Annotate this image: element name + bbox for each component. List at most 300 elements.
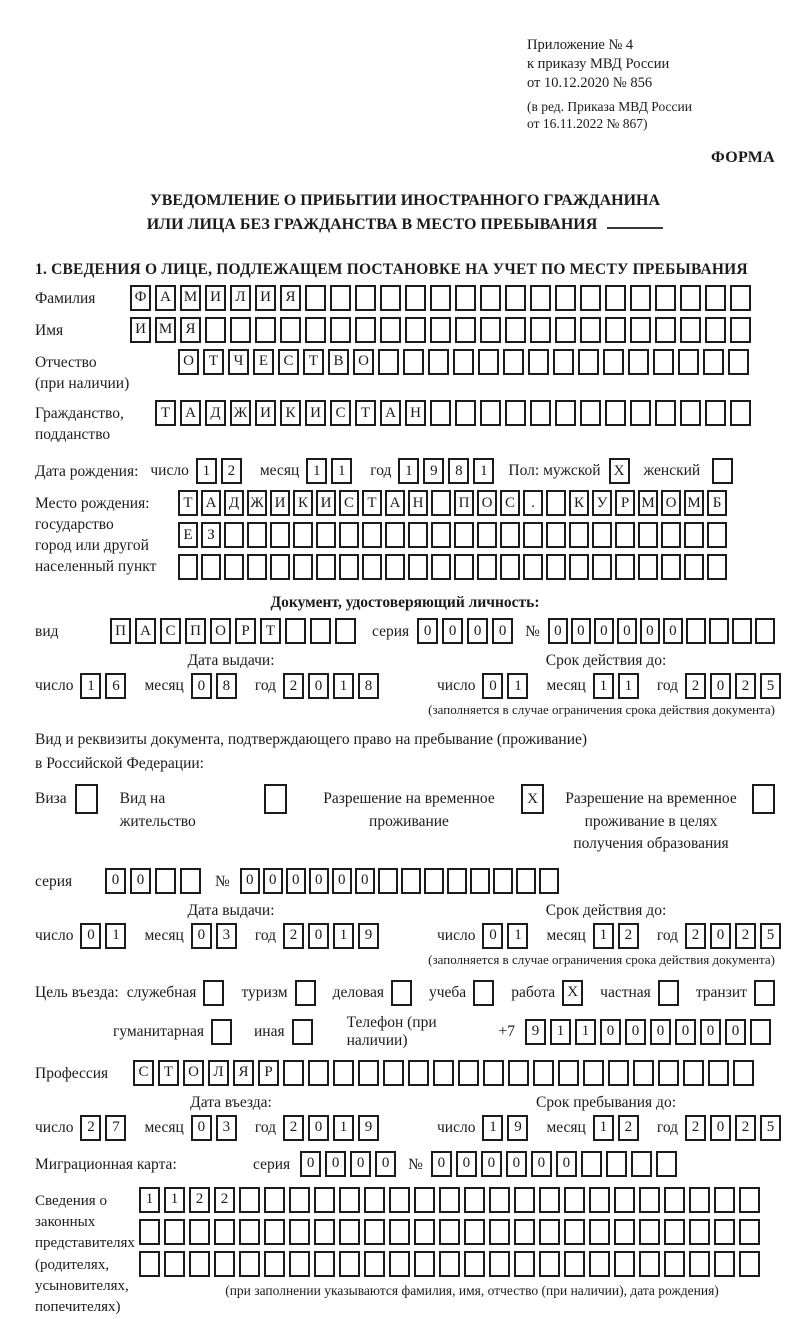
char-cell[interactable]: 1 [575,1019,596,1045]
char-cell[interactable] [689,1219,710,1245]
char-cell[interactable]: 2 [685,673,706,699]
char-cell[interactable]: 0 [594,618,614,644]
char-cell[interactable] [714,1187,735,1213]
char-cell[interactable]: 1 [105,923,126,949]
char-cell[interactable]: Ж [247,490,267,516]
char-cell[interactable]: А [385,490,405,516]
char-cell[interactable] [664,1187,685,1213]
char-cell[interactable] [508,1060,529,1086]
char-cell[interactable]: А [380,400,401,426]
char-cell[interactable] [732,618,752,644]
char-cell[interactable] [430,317,451,343]
char-cell[interactable]: 0 [308,673,329,699]
char-cell[interactable]: 2 [221,458,242,484]
char-cell[interactable]: 1 [333,923,354,949]
char-cell[interactable]: 0 [600,1019,621,1045]
char-cell[interactable]: К [293,490,313,516]
char-cell[interactable] [514,1187,535,1213]
char-cell[interactable]: И [130,317,151,343]
char-cell[interactable]: 0 [710,923,731,949]
char-cell[interactable] [264,1219,285,1245]
char-cell[interactable] [310,618,331,644]
char-cell[interactable] [703,349,724,375]
char-cell[interactable] [592,522,612,548]
char-cell[interactable] [707,522,727,548]
char-cell[interactable] [653,349,674,375]
char-cell[interactable] [615,554,635,580]
char-cell[interactable]: 2 [685,1115,706,1141]
char-cell[interactable] [658,1060,679,1086]
char-cell[interactable] [364,1187,385,1213]
char-cell[interactable] [606,1151,627,1177]
char-cell[interactable]: П [110,618,131,644]
char-cell[interactable]: 0 [80,923,101,949]
char-cell[interactable]: Т [155,400,176,426]
char-cell[interactable] [364,1219,385,1245]
char-cell[interactable] [430,285,451,311]
char-cell[interactable]: 0 [191,673,212,699]
char-cell[interactable] [503,349,524,375]
char-cell[interactable]: Е [178,522,198,548]
char-cell[interactable] [358,1060,379,1086]
char-cell[interactable] [477,522,497,548]
char-cell[interactable]: 0 [556,1151,577,1177]
char-cell[interactable] [189,1251,210,1277]
char-cell[interactable] [581,1151,602,1177]
char-cell[interactable] [709,618,729,644]
char-cell[interactable]: 0 [467,618,488,644]
char-cell[interactable]: 2 [80,1115,101,1141]
char-cell[interactable] [539,1187,560,1213]
char-cell[interactable] [316,554,336,580]
char-cell[interactable] [569,554,589,580]
char-cell[interactable] [439,1251,460,1277]
char-cell[interactable] [505,285,526,311]
char-cell[interactable] [333,1060,354,1086]
char-cell[interactable]: 0 [492,618,513,644]
char-cell[interactable] [205,317,226,343]
char-cell[interactable] [230,317,251,343]
purpose-official-checkbox[interactable] [203,980,224,1006]
char-cell[interactable]: 0 [650,1019,671,1045]
char-cell[interactable] [555,317,576,343]
char-cell[interactable] [483,1060,504,1086]
char-cell[interactable] [280,317,301,343]
char-cell[interactable]: 1 [398,458,419,484]
char-cell[interactable] [608,1060,629,1086]
char-cell[interactable]: 2 [283,1115,304,1141]
char-cell[interactable] [214,1251,235,1277]
char-cell[interactable] [285,618,306,644]
char-cell[interactable] [224,522,244,548]
char-cell[interactable] [603,349,624,375]
char-cell[interactable]: С [133,1060,154,1086]
char-cell[interactable] [464,1219,485,1245]
char-cell[interactable] [661,554,681,580]
char-cell[interactable]: Т [362,490,382,516]
char-cell[interactable]: 0 [309,868,329,894]
char-cell[interactable]: 1 [80,673,101,699]
char-cell[interactable] [414,1187,435,1213]
char-cell[interactable]: 0 [617,618,637,644]
purpose-humanitarian-checkbox[interactable] [211,1019,232,1045]
char-cell[interactable]: 0 [481,1151,502,1177]
char-cell[interactable] [530,400,551,426]
char-cell[interactable]: 5 [760,673,781,699]
char-cell[interactable]: 2 [685,923,706,949]
char-cell[interactable]: О [353,349,374,375]
char-cell[interactable]: О [183,1060,204,1086]
char-cell[interactable]: А [155,285,176,311]
char-cell[interactable]: Ж [230,400,251,426]
char-cell[interactable]: Т [303,349,324,375]
char-cell[interactable] [339,522,359,548]
char-cell[interactable]: 0 [431,1151,452,1177]
char-cell[interactable] [708,1060,729,1086]
char-cell[interactable]: 0 [375,1151,396,1177]
char-cell[interactable] [289,1219,310,1245]
char-cell[interactable]: 7 [105,1115,126,1141]
char-cell[interactable]: И [255,285,276,311]
char-cell[interactable] [528,349,549,375]
char-cell[interactable]: Ф [130,285,151,311]
char-cell[interactable] [464,1251,485,1277]
char-cell[interactable] [728,349,749,375]
char-cell[interactable]: С [278,349,299,375]
char-cell[interactable] [247,522,267,548]
char-cell[interactable] [480,285,501,311]
char-cell[interactable] [180,868,201,894]
char-cell[interactable] [739,1251,760,1277]
purpose-private-checkbox[interactable] [658,980,679,1006]
char-cell[interactable] [316,522,336,548]
char-cell[interactable] [714,1219,735,1245]
char-cell[interactable] [614,1219,635,1245]
char-cell[interactable]: 2 [735,923,756,949]
char-cell[interactable]: 1 [306,458,327,484]
char-cell[interactable] [380,317,401,343]
char-cell[interactable]: 0 [506,1151,527,1177]
char-cell[interactable] [705,285,726,311]
char-cell[interactable] [339,1251,360,1277]
char-cell[interactable] [364,1251,385,1277]
char-cell[interactable] [684,522,704,548]
char-cell[interactable] [405,317,426,343]
char-cell[interactable] [628,349,649,375]
char-cell[interactable] [489,1219,510,1245]
char-cell[interactable] [454,522,474,548]
char-cell[interactable] [405,285,426,311]
char-cell[interactable] [428,349,449,375]
char-cell[interactable] [583,1060,604,1086]
char-cell[interactable] [678,349,699,375]
char-cell[interactable] [480,400,501,426]
char-cell[interactable]: О [661,490,681,516]
char-cell[interactable]: 2 [618,923,639,949]
char-cell[interactable] [680,317,701,343]
char-cell[interactable]: Я [280,285,301,311]
char-cell[interactable] [431,554,451,580]
char-cell[interactable]: С [330,400,351,426]
char-cell[interactable] [433,1060,454,1086]
char-cell[interactable]: О [210,618,231,644]
char-cell[interactable]: Т [203,349,224,375]
char-cell[interactable] [630,285,651,311]
purpose-business-checkbox[interactable] [391,980,412,1006]
char-cell[interactable] [539,868,559,894]
purpose-study-checkbox[interactable] [473,980,494,1006]
char-cell[interactable]: 5 [760,923,781,949]
char-cell[interactable] [546,554,566,580]
char-cell[interactable] [458,1060,479,1086]
char-cell[interactable]: 2 [283,673,304,699]
char-cell[interactable] [362,554,382,580]
char-cell[interactable]: 0 [482,673,503,699]
purpose-other-checkbox[interactable] [292,1019,313,1045]
char-cell[interactable]: 2 [189,1187,210,1213]
char-cell[interactable]: 0 [725,1019,746,1045]
char-cell[interactable] [639,1187,660,1213]
char-cell[interactable] [680,285,701,311]
char-cell[interactable] [605,285,626,311]
char-cell[interactable]: 8 [216,673,237,699]
char-cell[interactable]: И [205,285,226,311]
char-cell[interactable] [546,490,566,516]
char-cell[interactable] [500,522,520,548]
char-cell[interactable]: Т [355,400,376,426]
char-cell[interactable] [630,317,651,343]
char-cell[interactable] [580,400,601,426]
char-cell[interactable] [589,1219,610,1245]
char-cell[interactable]: 0 [308,923,329,949]
char-cell[interactable]: 0 [700,1019,721,1045]
char-cell[interactable] [493,868,513,894]
char-cell[interactable] [385,554,405,580]
char-cell[interactable] [164,1251,185,1277]
char-cell[interactable] [439,1219,460,1245]
char-cell[interactable] [689,1187,710,1213]
char-cell[interactable] [255,317,276,343]
char-cell[interactable] [270,522,290,548]
char-cell[interactable]: 8 [448,458,469,484]
char-cell[interactable]: С [339,490,359,516]
purpose-work-checkbox[interactable]: X [562,980,583,1006]
char-cell[interactable]: 1 [593,673,614,699]
char-cell[interactable] [378,868,398,894]
char-cell[interactable] [564,1187,585,1213]
char-cell[interactable] [139,1219,160,1245]
char-cell[interactable] [389,1251,410,1277]
char-cell[interactable] [592,554,612,580]
char-cell[interactable] [546,522,566,548]
char-cell[interactable] [401,868,421,894]
char-cell[interactable]: 6 [105,673,126,699]
char-cell[interactable] [500,554,520,580]
char-cell[interactable] [283,1060,304,1086]
char-cell[interactable] [378,349,399,375]
char-cell[interactable] [362,522,382,548]
char-cell[interactable] [705,317,726,343]
char-cell[interactable]: 0 [640,618,660,644]
char-cell[interactable]: 0 [130,868,151,894]
char-cell[interactable] [314,1251,335,1277]
char-cell[interactable]: П [185,618,206,644]
char-cell[interactable]: 0 [548,618,568,644]
char-cell[interactable]: А [135,618,156,644]
char-cell[interactable]: 0 [625,1019,646,1045]
char-cell[interactable] [330,317,351,343]
temp-residence-checkbox[interactable]: X [521,784,544,814]
char-cell[interactable] [705,400,726,426]
char-cell[interactable]: 0 [286,868,306,894]
char-cell[interactable] [564,1219,585,1245]
char-cell[interactable] [464,1187,485,1213]
char-cell[interactable] [656,1151,677,1177]
char-cell[interactable] [615,522,635,548]
char-cell[interactable]: Н [405,400,426,426]
char-cell[interactable] [414,1251,435,1277]
char-cell[interactable] [505,317,526,343]
char-cell[interactable] [516,868,536,894]
char-cell[interactable] [335,618,356,644]
sex-male-checkbox[interactable]: X [609,458,630,484]
char-cell[interactable] [686,618,706,644]
char-cell[interactable]: 0 [710,673,731,699]
char-cell[interactable] [480,317,501,343]
char-cell[interactable] [639,1219,660,1245]
char-cell[interactable] [308,1060,329,1086]
char-cell[interactable]: 1 [618,673,639,699]
char-cell[interactable] [224,554,244,580]
char-cell[interactable]: В [328,349,349,375]
char-cell[interactable]: 2 [618,1115,639,1141]
char-cell[interactable] [314,1187,335,1213]
char-cell[interactable]: А [180,400,201,426]
purpose-tourism-checkbox[interactable] [295,980,316,1006]
char-cell[interactable] [689,1251,710,1277]
char-cell[interactable] [270,554,290,580]
char-cell[interactable] [289,1251,310,1277]
char-cell[interactable] [408,554,428,580]
char-cell[interactable] [530,285,551,311]
char-cell[interactable]: Б [707,490,727,516]
char-cell[interactable] [630,400,651,426]
char-cell[interactable] [514,1251,535,1277]
char-cell[interactable]: 1 [482,1115,503,1141]
char-cell[interactable]: 1 [333,673,354,699]
char-cell[interactable] [578,349,599,375]
char-cell[interactable]: 1 [473,458,494,484]
char-cell[interactable]: Р [235,618,256,644]
char-cell[interactable] [680,400,701,426]
char-cell[interactable] [431,522,451,548]
char-cell[interactable]: 0 [325,1151,346,1177]
char-cell[interactable]: 2 [735,673,756,699]
char-cell[interactable] [614,1187,635,1213]
char-cell[interactable]: 1 [550,1019,571,1045]
char-cell[interactable] [655,285,676,311]
char-cell[interactable]: Л [230,285,251,311]
char-cell[interactable] [201,554,221,580]
char-cell[interactable] [339,554,359,580]
char-cell[interactable] [739,1187,760,1213]
char-cell[interactable]: У [592,490,612,516]
char-cell[interactable]: Д [205,400,226,426]
char-cell[interactable]: П [454,490,474,516]
char-cell[interactable] [489,1187,510,1213]
char-cell[interactable]: Р [615,490,635,516]
char-cell[interactable]: Н [408,490,428,516]
char-cell[interactable] [414,1219,435,1245]
char-cell[interactable]: 0 [308,1115,329,1141]
char-cell[interactable] [314,1219,335,1245]
char-cell[interactable] [385,522,405,548]
char-cell[interactable]: Д [224,490,244,516]
char-cell[interactable]: Я [233,1060,254,1086]
char-cell[interactable]: 8 [358,673,379,699]
char-cell[interactable]: 1 [593,923,614,949]
char-cell[interactable] [383,1060,404,1086]
char-cell[interactable]: 0 [663,618,683,644]
char-cell[interactable] [477,554,497,580]
char-cell[interactable]: К [569,490,589,516]
char-cell[interactable]: И [255,400,276,426]
char-cell[interactable]: Я [180,317,201,343]
char-cell[interactable] [558,1060,579,1086]
char-cell[interactable] [514,1219,535,1245]
char-cell[interactable]: 1 [593,1115,614,1141]
char-cell[interactable] [564,1251,585,1277]
char-cell[interactable]: 0 [263,868,283,894]
char-cell[interactable] [730,285,751,311]
char-cell[interactable]: И [316,490,336,516]
char-cell[interactable] [661,522,681,548]
char-cell[interactable] [523,554,543,580]
char-cell[interactable]: 1 [507,923,528,949]
char-cell[interactable] [655,317,676,343]
char-cell[interactable]: 9 [423,458,444,484]
char-cell[interactable] [569,522,589,548]
char-cell[interactable] [589,1187,610,1213]
char-cell[interactable]: А [201,490,221,516]
char-cell[interactable] [239,1219,260,1245]
char-cell[interactable]: 0 [710,1115,731,1141]
char-cell[interactable]: Е [253,349,274,375]
char-cell[interactable] [605,400,626,426]
char-cell[interactable]: 0 [442,618,463,644]
char-cell[interactable]: 1 [196,458,217,484]
char-cell[interactable]: И [305,400,326,426]
char-cell[interactable]: 0 [417,618,438,644]
char-cell[interactable]: 2 [283,923,304,949]
char-cell[interactable]: 0 [531,1151,552,1177]
char-cell[interactable]: Т [260,618,281,644]
char-cell[interactable] [523,522,543,548]
char-cell[interactable] [533,1060,554,1086]
char-cell[interactable] [355,285,376,311]
char-cell[interactable]: З [201,522,221,548]
char-cell[interactable]: 9 [358,923,379,949]
char-cell[interactable] [664,1219,685,1245]
char-cell[interactable] [264,1187,285,1213]
char-cell[interactable] [403,349,424,375]
char-cell[interactable] [453,349,474,375]
char-cell[interactable] [555,400,576,426]
residence-permit-checkbox[interactable] [264,784,287,814]
char-cell[interactable]: М [155,317,176,343]
char-cell[interactable]: 0 [191,923,212,949]
char-cell[interactable]: 0 [675,1019,696,1045]
